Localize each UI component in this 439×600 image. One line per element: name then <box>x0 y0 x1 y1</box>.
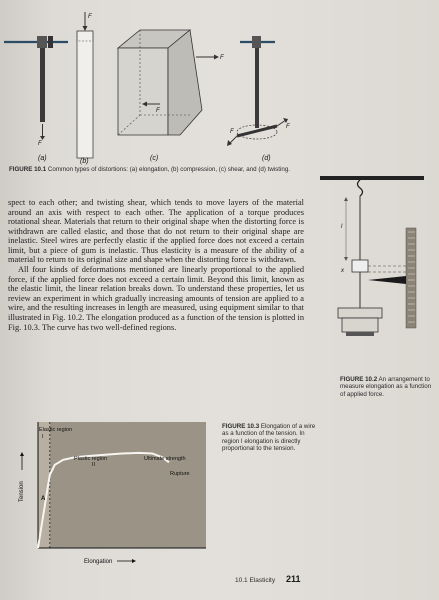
caption-text: Elongation of a wire as a function of the tension. In region I elongation is directly proportional to the tension. <box>222 423 316 453</box>
caption-number: FIGURE 10.3 <box>222 423 260 430</box>
caption-number: FIGURE 10.2 <box>340 376 378 383</box>
y-axis-label: Tension <box>19 481 25 502</box>
body-text <box>8 198 304 332</box>
rupture-label: Rupture <box>170 471 190 477</box>
figure-10-1-caption <box>9 166 309 173</box>
running-footer: 10.1 Elasticity <box>235 577 276 584</box>
figure-10-3-chart <box>14 420 210 572</box>
force-label-d-left: F <box>230 129 234 135</box>
measuring-scale <box>406 228 416 328</box>
region-II-label: II <box>92 462 96 468</box>
plastic-region-label: Plastic region <box>74 456 108 462</box>
subfigure-label-c: (c) <box>150 155 159 162</box>
length-label: l <box>341 224 343 230</box>
force-label-b: F <box>88 14 92 20</box>
subfigure-label-b: (b) <box>80 158 89 165</box>
paragraph-2: All four kinds of deformations mentioned are linearly proportional to the applied force, if the applied force does not exceed a certain limit. Beyond this limit, known as the elastic limit, the linear relation breaks down. To understand these properties, let us review an experiment in which gradually increasing amounts of tension are applied to a wire, and the resulting increases in length are measured, using equipment similar to that illustrated in Fig. 10.2. The elongation produced as a function of the tension is plotted in Fig. 10.3. The curve has two well-defined regions. <box>8 265 304 332</box>
elastic-region-label: Elastic region <box>39 427 73 433</box>
paragraph-1: spect to each other; and twisting shear, which tends to move layers of the material around an axis with respect to each other. The application of a torque produces rotational shear. Materials that return to their original shape when the distorting force is withdrawn are called elastic, and those that do not return to their original shape are inelastic. Steel wires are perfectly elastic if the applied force does not exceed a certain limit, but a piece of gum is inelastic. Thus elasticity is a measure of the ability of a material to return to its original size and shape when the distorting force is withdrawn. <box>8 198 304 265</box>
subfigure-a-elongation <box>4 36 68 140</box>
figure-10-2 <box>318 168 439 373</box>
x-label: x <box>341 268 344 274</box>
figure-10-2-caption <box>340 376 438 398</box>
force-label-a: F <box>38 141 42 147</box>
caption-text: Common types of distortions: (a) elongation, (b) compression, (c) shear, and (d) twisting. <box>47 166 290 173</box>
figure-10-1 <box>0 0 300 170</box>
force-label-d-right: F <box>286 124 290 130</box>
region-I-label: I <box>42 434 44 440</box>
force-label-c-bottom: F <box>156 108 160 114</box>
subfigure-d-twisting <box>227 36 288 146</box>
force-label-c-top: F <box>220 55 224 61</box>
subfigure-c-shear <box>118 30 219 135</box>
x-axis-label: Elongation <box>84 559 113 565</box>
figure-10-3-caption <box>222 423 322 453</box>
ultimate-strength-label: Ultimate strength <box>144 456 186 462</box>
page-number: 211 <box>286 574 301 584</box>
point-A-label: A <box>41 496 46 502</box>
chart-plot-area <box>38 422 206 548</box>
caption-text: An arrangement to measure elongation as a function of applied force. <box>340 376 432 398</box>
caption-number: FIGURE 10.1 <box>9 166 47 173</box>
subfigure-label-a: (a) <box>38 155 47 162</box>
subfigure-b-compression <box>77 12 93 158</box>
subfigure-label-d: (d) <box>262 155 271 162</box>
